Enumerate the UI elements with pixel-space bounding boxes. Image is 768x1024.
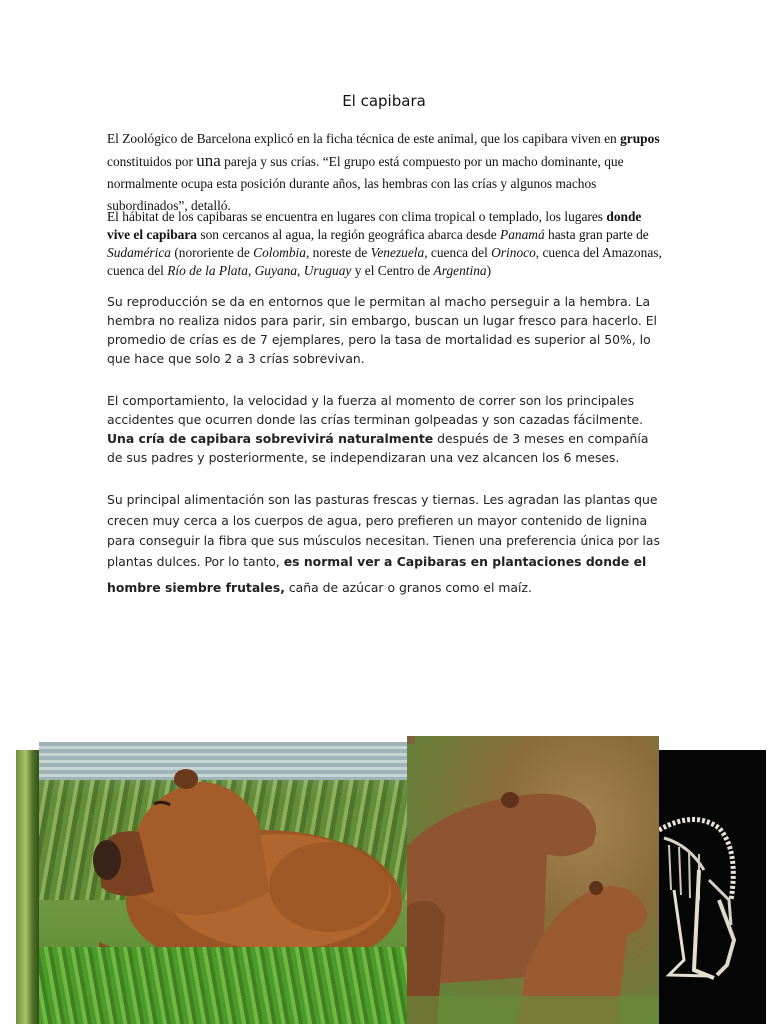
text-segment: (nororiente de	[170, 245, 254, 260]
bold-text: hombre siembre frutales,	[107, 580, 285, 595]
text-segment: ,	[247, 263, 255, 278]
text-segment: El hábitat de los capibaras se encuentra en lugares con clima tropical o templado, los lugares	[107, 209, 607, 224]
text-segment: ,	[297, 263, 304, 278]
paragraph-behavior	[107, 391, 665, 467]
capybara-family-illustration	[407, 736, 659, 1024]
capybara-adult-and-young-photo	[407, 736, 659, 1024]
italic-place-name: Panamá	[500, 227, 545, 242]
plant-photo-partial	[16, 750, 40, 1024]
text-segment: , cuenca del	[424, 245, 492, 260]
italic-place-name: Venezuela	[370, 245, 425, 260]
text-segment: , noreste de	[305, 245, 371, 260]
grass-foreground	[39, 947, 407, 1024]
italic-place-name: Colombia	[253, 245, 306, 260]
paragraph-habitat	[107, 208, 663, 280]
bold-text: Una cría de capibara sobrevivirá naturalmente	[107, 431, 434, 446]
italic-place-name: Sudamérica	[107, 245, 171, 260]
paragraph-diet	[107, 490, 665, 599]
text-segment: El comportamiento, la velocidad y la fuerza al momento de correr son los principales accidentes que ocurren donde las crías terminan golpeadas y son cazadas fácilmente.	[107, 393, 644, 427]
bold-text: grupos	[620, 131, 660, 146]
text-segment: , cuenca del Amazonas, cuenca del	[107, 245, 662, 278]
text-segment: Su principal alimentación son las pasturas frescas y tiernas. Les agradan las plantas que crecen muy cerca a los cuerpos de agua, pero prefieren un mayor contenido de lignina para conseguir la fibra que sus músculos necesitan. Tienen una preferencia única por las plantas dulces. Por lo tanto,	[107, 492, 660, 569]
paragraph-social-groups	[107, 128, 663, 217]
text-segment: y el Centro de	[351, 263, 434, 278]
italic-place-name: Argentina	[433, 263, 487, 278]
text-segment: hasta gran parte de	[544, 227, 649, 242]
italic-place-name: Uruguay	[303, 263, 352, 278]
italic-place-name: Río de la Plata	[167, 263, 248, 278]
italic-place-name: Orinoco	[491, 245, 536, 260]
text-segment: después de 3 meses en compañía de sus padres y posteriormente, se independizaran una vez alcancen los 6 meses.	[107, 431, 649, 465]
photo-edge	[407, 736, 415, 744]
text-segment: El Zoológico de Barcelona explicó en la ficha técnica de este animal, que los capibara viven en	[107, 131, 621, 146]
text-segment: pareja y sus crías. “El grupo está compuesto por un macho dominante, que normalmente ocupa esta posición durante años, las hembras con las crías y algunos machos subordinados”, detalló.	[107, 154, 624, 213]
skeleton-illustration	[659, 750, 766, 1024]
diet-last-line	[107, 578, 665, 599]
bold-text: es normal ver a Capibaras en plantaciones donde el	[283, 553, 647, 569]
document-title: El capibara	[342, 92, 426, 110]
italic-place-name: Guyana	[254, 263, 298, 278]
text-segment: son cercanos al agua, la región geográfica abarca desde	[197, 227, 501, 242]
capybara-resting-photo	[39, 742, 407, 1024]
bold-text: donde vive el capibara	[107, 209, 642, 242]
paragraph-reproduction: Su reproducción se da en entornos que le permitan al macho perseguir a la hembra. La hembra no realiza nidos para parir, sin embargo, buscan un lugar fresco para hacerlo. El promedio de crías es de 7 ejemplares, pero la tasa de mortalidad es superior al 50%, lo que hace que solo 2 a 3 crías sobrevivan.	[107, 294, 658, 366]
text-segment: una	[196, 151, 221, 170]
text-segment: constituidos por	[107, 154, 197, 169]
text-segment: caña de azúcar o granos como el maíz.	[284, 580, 532, 595]
capybara-skeleton-photo	[659, 750, 766, 1024]
text-segment: )	[486, 263, 492, 278]
